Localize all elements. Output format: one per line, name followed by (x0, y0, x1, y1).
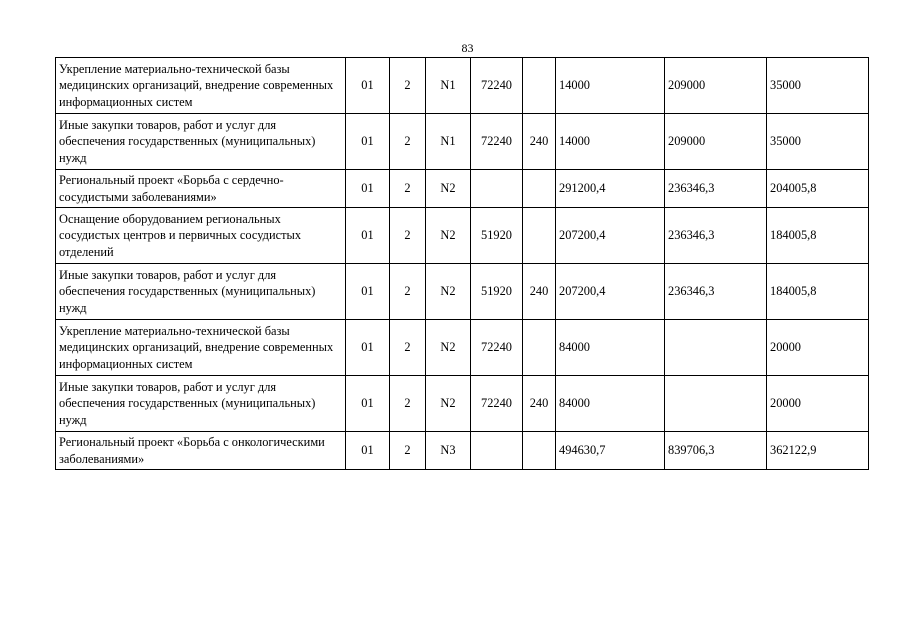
row-code-4: 72240 (471, 320, 523, 376)
table-row (56, 58, 869, 114)
table-row (56, 320, 869, 376)
row-code-3: N1 (426, 58, 471, 114)
row-amount-3: 204005,8 (767, 170, 869, 208)
row-name: Иные закупки товаров, работ и услуг для обеспечения государственных (муниципальных) нужд (56, 114, 346, 170)
row-code-4: 72240 (471, 114, 523, 170)
row-name: Иные закупки товаров, работ и услуг для обеспечения государственных (муниципальных) нужд (56, 376, 346, 432)
row-code-1: 01 (346, 432, 390, 470)
row-amount-3: 20000 (767, 320, 869, 376)
row-amount-2: 209000 (665, 114, 767, 170)
row-amount-2: 209000 (665, 58, 767, 114)
row-amount-1: 207200,4 (556, 264, 665, 320)
row-code-1: 01 (346, 170, 390, 208)
row-code-2: 2 (390, 208, 426, 264)
row-code-2: 2 (390, 58, 426, 114)
row-code-5 (523, 432, 556, 470)
row-amount-3: 184005,8 (767, 264, 869, 320)
row-code-5: 240 (523, 264, 556, 320)
row-code-3: N1 (426, 114, 471, 170)
row-code-1: 01 (346, 114, 390, 170)
row-name: Иные закупки товаров, работ и услуг для обеспечения государственных (муниципальных) нужд (56, 264, 346, 320)
row-code-3: N2 (426, 208, 471, 264)
row-amount-2 (665, 320, 767, 376)
row-code-4: 51920 (471, 264, 523, 320)
budget-table (55, 57, 869, 470)
row-name: Региональный проект «Борьба с онкологическими заболеваниями» (56, 432, 346, 470)
row-code-2: 2 (390, 376, 426, 432)
row-code-4: 72240 (471, 376, 523, 432)
row-amount-2: 839706,3 (665, 432, 767, 470)
row-code-5: 240 (523, 376, 556, 432)
row-amount-1: 14000 (556, 114, 665, 170)
row-amount-1: 291200,4 (556, 170, 665, 208)
row-code-1: 01 (346, 58, 390, 114)
row-code-2: 2 (390, 320, 426, 376)
row-code-2: 2 (390, 170, 426, 208)
row-code-3: N3 (426, 432, 471, 470)
row-amount-2: 236346,3 (665, 264, 767, 320)
row-code-4 (471, 170, 523, 208)
row-name: Оснащение оборудованием региональных сосудистых центров и первичных сосудистых отделений (56, 208, 346, 264)
page-number: 83 (461, 41, 474, 55)
row-amount-3: 362122,9 (767, 432, 869, 470)
table-row (56, 114, 869, 170)
row-name: Укрепление материально-технической базы медицинских организаций, внедрение современных информационных систем (56, 320, 346, 376)
table-row (56, 264, 869, 320)
row-code-1: 01 (346, 264, 390, 320)
row-name: Региональный проект «Борьба с сердечно-сосудистыми заболеваниями» (56, 170, 346, 208)
row-code-2: 2 (390, 432, 426, 470)
row-code-4 (471, 432, 523, 470)
row-code-5 (523, 320, 556, 376)
table-row (56, 432, 869, 470)
row-code-5 (523, 170, 556, 208)
row-code-1: 01 (346, 320, 390, 376)
table-row (56, 170, 869, 208)
row-code-3: N2 (426, 170, 471, 208)
row-code-4: 72240 (471, 58, 523, 114)
row-code-5 (523, 208, 556, 264)
row-amount-1: 207200,4 (556, 208, 665, 264)
row-amount-1: 84000 (556, 320, 665, 376)
row-code-3: N2 (426, 264, 471, 320)
table-row (56, 208, 869, 264)
row-code-1: 01 (346, 376, 390, 432)
row-code-2: 2 (390, 114, 426, 170)
row-name: Укрепление материально-технической базы медицинских организаций, внедрение современных информационных систем (56, 58, 346, 114)
row-code-5 (523, 58, 556, 114)
row-amount-1: 84000 (556, 376, 665, 432)
row-code-4: 51920 (471, 208, 523, 264)
row-code-2: 2 (390, 264, 426, 320)
row-code-3: N2 (426, 320, 471, 376)
row-amount-2: 236346,3 (665, 208, 767, 264)
row-code-1: 01 (346, 208, 390, 264)
row-amount-3: 35000 (767, 58, 869, 114)
row-amount-3: 35000 (767, 114, 869, 170)
row-amount-1: 14000 (556, 58, 665, 114)
row-amount-2: 236346,3 (665, 170, 767, 208)
table-row (56, 376, 869, 432)
row-code-3: N2 (426, 376, 471, 432)
row-amount-3: 20000 (767, 376, 869, 432)
row-amount-2 (665, 376, 767, 432)
row-amount-3: 184005,8 (767, 208, 869, 264)
row-code-5: 240 (523, 114, 556, 170)
row-amount-1: 494630,7 (556, 432, 665, 470)
